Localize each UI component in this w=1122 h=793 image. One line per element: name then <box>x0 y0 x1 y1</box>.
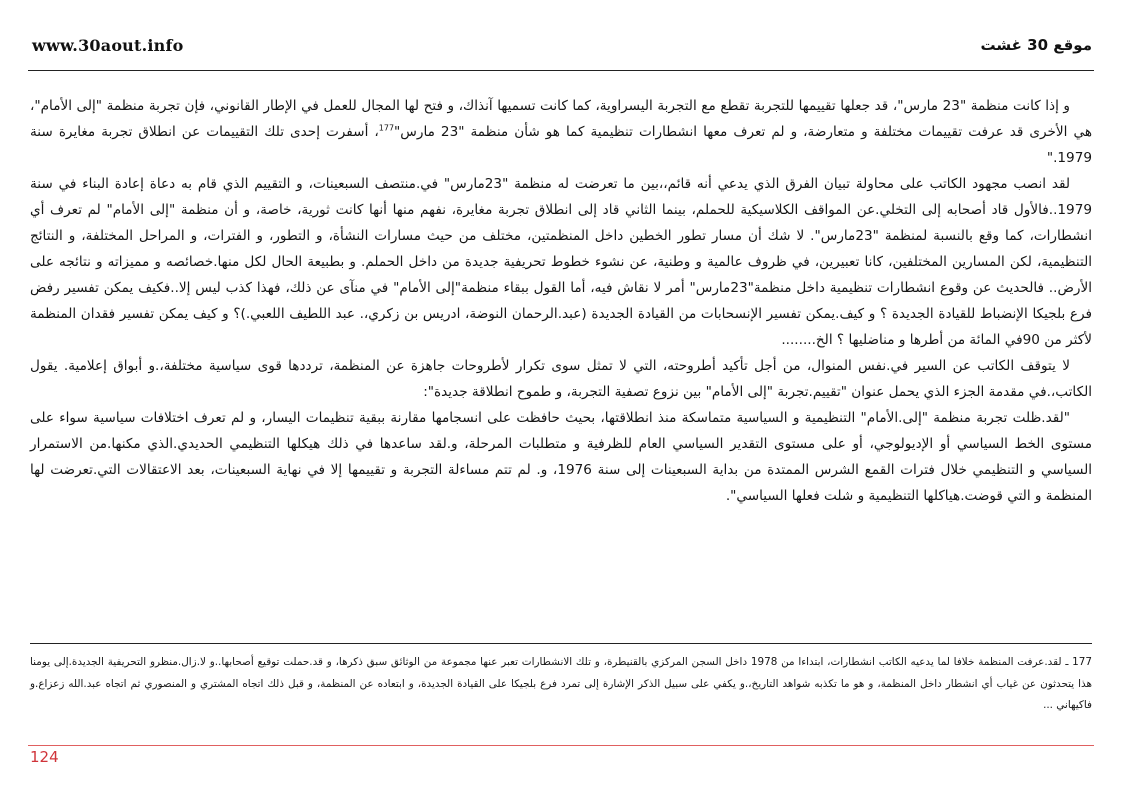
footnote-divider <box>30 643 1092 644</box>
page-header <box>28 32 1094 72</box>
paragraph <box>30 93 1092 171</box>
paragraph-text: و إذا كانت منظمة "23 مارس"، قد جعلها تقييمها للتجربة تقطع مع التجربة اليسراوية، كما كانت تسميها آنذاك، و فتح لها المجال للعمل في الإطار القانوني، فإن تجربة منظمة "إلى الأمام"، هي الأخرى قد عرفت تقييمات مختلفة و متعارضة، و لم تعرف معها انشطارات تنظيمية كما هو شأن منظمة "23 مارس" <box>30 98 1092 140</box>
paragraph: لقد انصب مجهود الكاتب على محاولة تبيان الفرق الذي يدعي أنه قائم،،بين ما تعرضت له منظمة "23مارس" في.منتصف السبعينات، و التقييم الذي قام به دعاة إعادة البناء في سنة 1979..فالأول قاد أصحابه إلى التخلي.عن المواقف الكلاسيكية للحملم، بينما الثاني قاد إلى انطلاق تجربة مغايرة، نفهم منها أنها كانت ثورية، خاصة، و أن منظمة "إلى الأمام" لم تعرف أي انشطارات، كما وقع بالنسبة لمنظمة "23مارس". لا شك أن مسار تطور الخطين داخل المنظمتين، مختلف من حيث مسارات النشأة، و التطور، و الفترات، و المراحل المختلفة، و النتائج التنظيمية، لكن المسارين المختلفين، كانا تعبيرين، في ظروف عالمية و وطنية، عن نشوء خطوط تحريفية جديدة من داخل الحملم. و بطبيعة الحال لكل منها.خصائصه و مميزاته و نتائجه على الأرض.. فالحديث عن وقوع انشطارات تنظيمية داخل منظمة"23مارس" أمر لا نقاش فيه، أما القول ببقاء منظمة"إلى الأمام" في منآى عن ذلك، فهذا كذب ليس إلا..فكيف يمكن تفسير رفض فرع بلجيكا الإنضباط للقيادة الجديدة ؟ و كيف.يمكن تفسير الإنسحابات من القيادة الجديدة (عبد.الرحمان النوضة، ادريس بن زكري،. عبد اللطيف اللعبي.)؟ و كيف يمكن تفسير فقدان المنظمة لأكثر من 90في المائة من أطرها و مناضليها ؟ الخ........ <box>30 176 1092 348</box>
paragraph-text: ، أسفرت إحدى تلك التقييمات عن انطلاق تجربة مغايرة سنة 1979." <box>30 124 1092 166</box>
footnote-reference: 177 <box>378 123 395 133</box>
header-divider <box>28 70 1094 71</box>
paragraph: لا يتوقف الكاتب عن السير في.نفس المنوال، من أجل تأكيد أطروحته، التي لا تمثل سوى تكرار لأطروحات جاهزة عن المنظمة، ترددها قوى سياسية مختلفة،.و أبواق إعلامية. يقول الكاتب،.في مقدمة الجزء الذي يحمل عنوان "تقييم.تجربة "إلى الأمام" بين نزوع تصفية التجربة، و طموح انطلاقة جديدة": <box>30 358 1092 400</box>
site-name: موقع 30 غشت <box>980 36 1092 54</box>
paragraph: "لقد.ظلت تجربة منظمة "إلى.الأمام" التنظيمية و السياسية متماسكة منذ انطلاقتها، بحيث حافظت على انسجامها مقارنة ببقية تنظيمات اليسار، و لم تعرف اختلافات سياسية سواء على مستوى الخط السياسي أو الإديولوجي، أو على مستوى التقدير السياسي العام للظرفية و متطلبات المرحلة، و.لقد ساعدها في ذلك هيكلها التنظيمي الحديدي.الذي مكنها.من الاستمرار السياسي و التنظيمي خلال فترات القمع الشرس الممتدة من بداية السبعينات إلى سنة 1976، و. لم تتم مساءلة التجربة و تقييمها إلا في نهاية السبعينات، بعد الاعتقالات التي.تعرضت لها المنظمة و التي قوضت.هياكلها التنظيمية و شلت فعلها السياسي". <box>30 410 1092 504</box>
footer-divider <box>28 745 1094 746</box>
page-number: 124 <box>30 748 59 766</box>
footnote: 177 ـ لقد.عرفت المنظمة خلافا لما يدعيه الكاتب انشطارات، ابتداءا من 1978 داخل السجن المركزي بالقنيطرة، و تلك الانشطارات تعبر عنها مجموعة من الوثائق سبق ذكرها، و قد.حملت توقيع أصحابها..و لا.زال.منظرو التحريفية الجديدة.إلى يومنا هذا يتحدثون عن غياب أي انشطار داخل المنظمة، و هو ما تكذبه شواهد التاريخ،.و يكفي على سبيل الذكر الإشارة إلى تمرد فرع بلجيكا على القيادة الجديدة، و ابتعاده عن المنظمة، و قبل ذلك اتجاه المشتري و المنصوري ثم اتجاه عبد.الله زعزاع.و فاكيهاني ... <box>30 656 1092 711</box>
main-text <box>30 93 1092 509</box>
site-url: www.30aout.info <box>32 36 184 55</box>
